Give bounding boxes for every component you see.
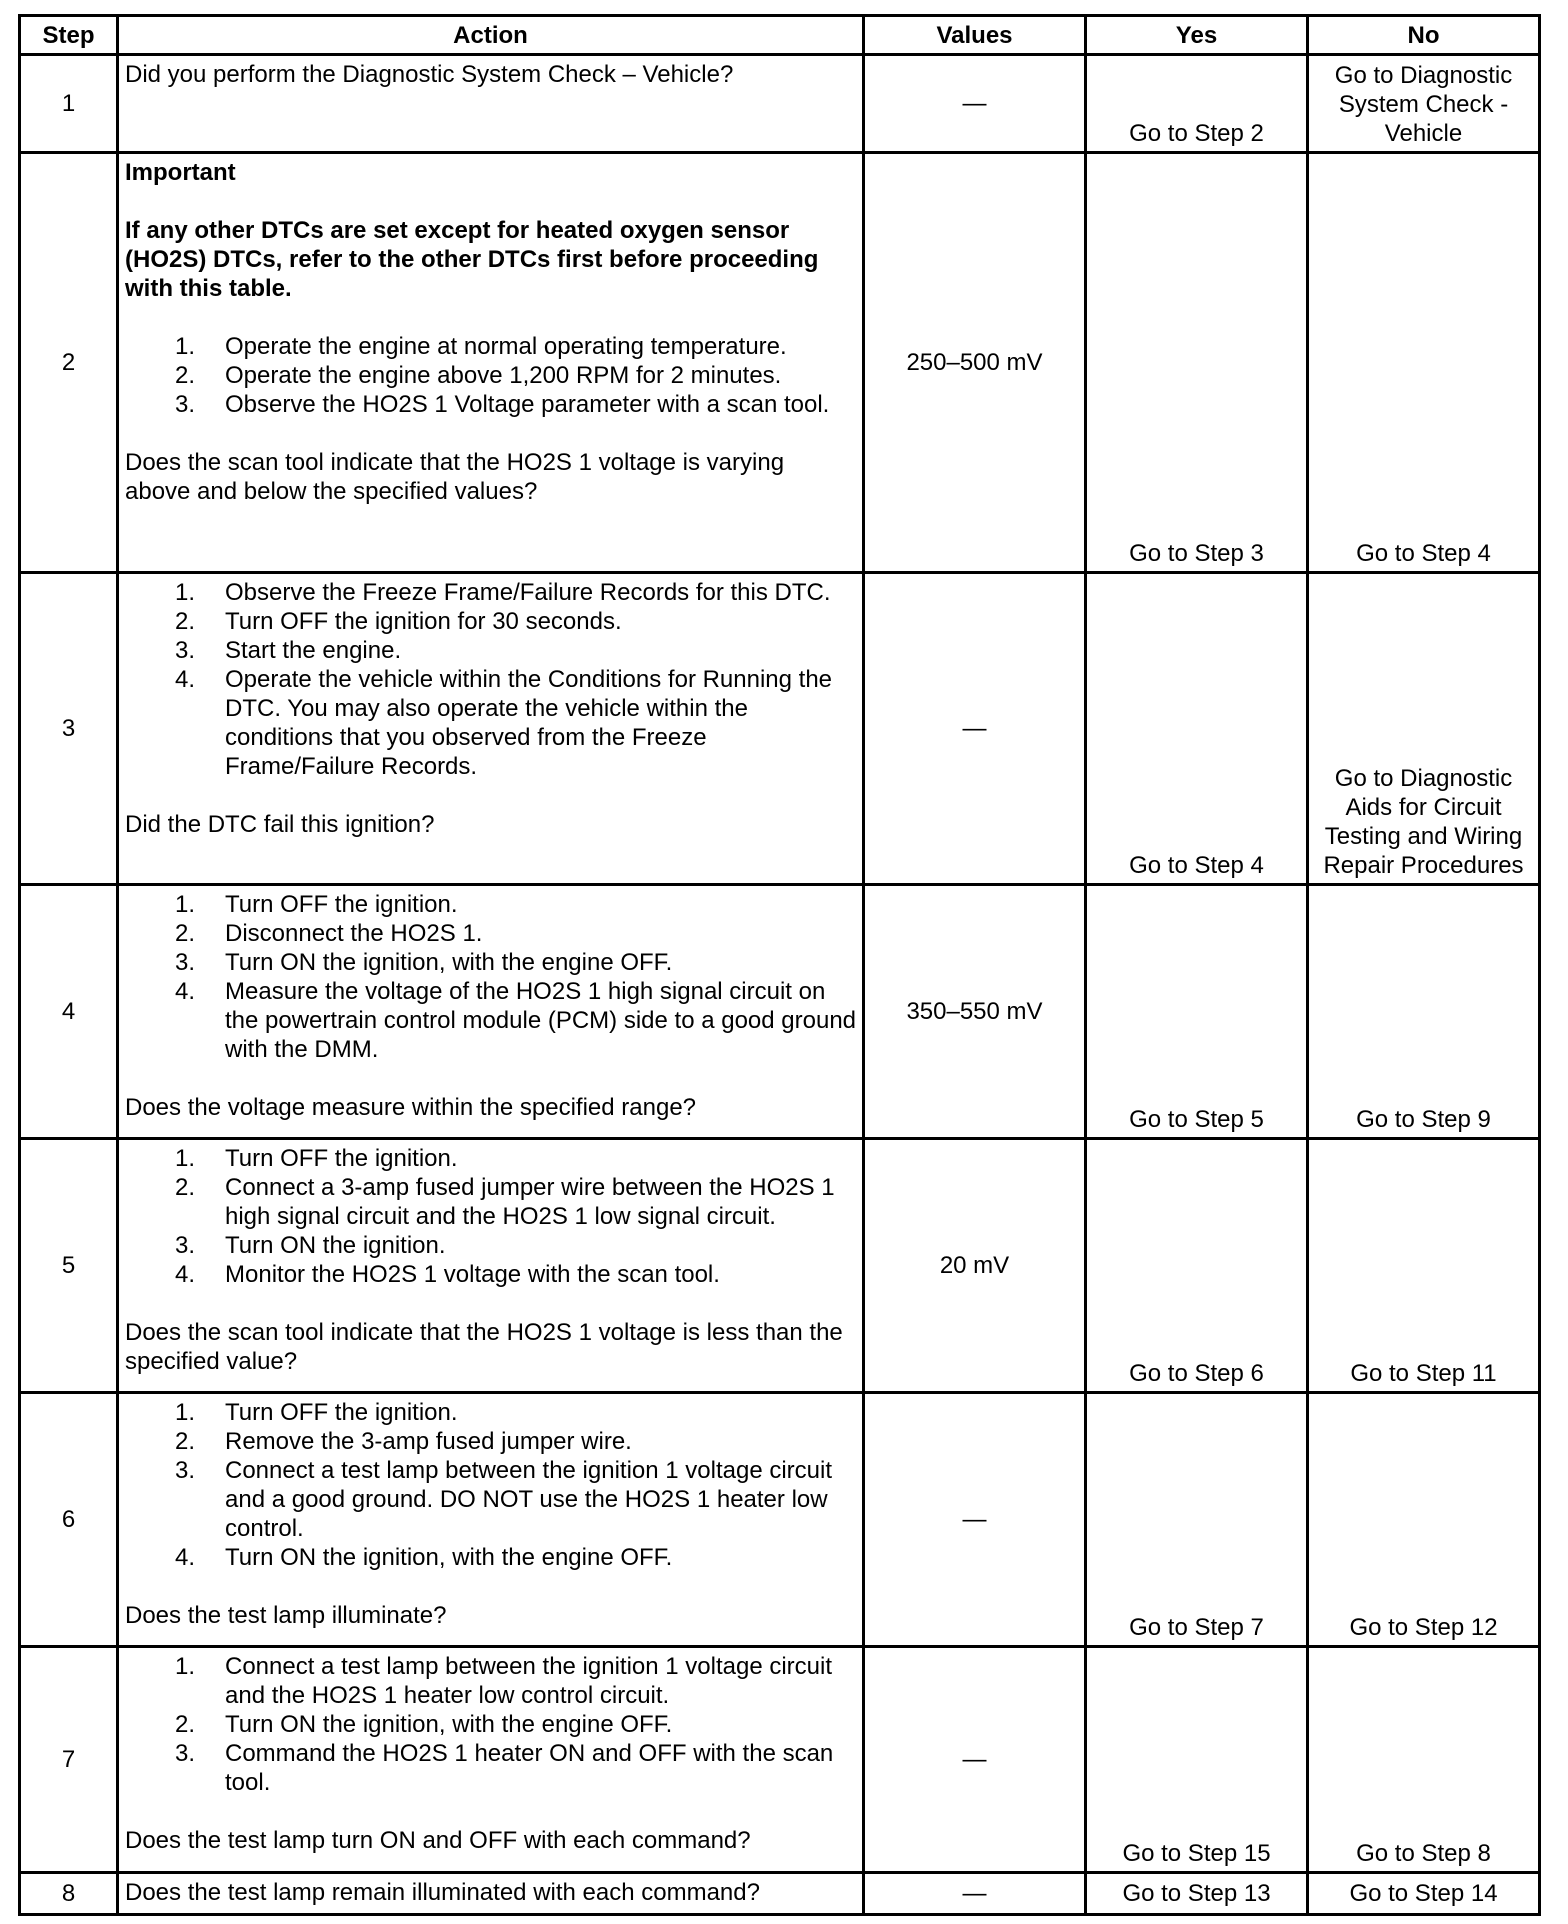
action-question: Does the scan tool indicate that the HO2S 1 voltage is varying above and below the specified values? xyxy=(125,449,785,505)
step-number: 7 xyxy=(20,1647,118,1873)
yes-cell: Go to Step 13 xyxy=(1086,1873,1308,1915)
action-step: 1. Observe the Freeze Frame/Failure Records for this DTC. xyxy=(175,579,831,606)
action-question: Did the DTC fail this ignition? xyxy=(125,811,435,838)
action-question: Does the test lamp turn ON and OFF with each command? xyxy=(125,1827,751,1854)
table-row xyxy=(20,153,1540,573)
no-cell: Go to Diagnostic System Check - Vehicle xyxy=(1308,55,1540,153)
action-question: Does the scan tool indicate that the HO2S 1 voltage is less than the specified value? xyxy=(125,1319,843,1375)
action-step: 1. Turn OFF the ignition. xyxy=(175,1145,458,1172)
step-number: 8 xyxy=(20,1873,118,1915)
values-cell: 350–550 mV xyxy=(864,885,1086,1139)
values-cell: 250–500 mV xyxy=(864,153,1086,573)
action-step: 2. Remove the 3-amp fused jumper wire. xyxy=(175,1428,632,1455)
table-row xyxy=(20,885,1540,1139)
action-question: Does the test lamp illuminate? xyxy=(125,1602,447,1629)
values-cell: 20 mV xyxy=(864,1139,1086,1393)
yes-cell: Go to Step 3 xyxy=(1086,153,1308,573)
yes-cell: Go to Step 6 xyxy=(1086,1139,1308,1393)
action-cell xyxy=(118,573,864,885)
yes-cell: Go to Step 7 xyxy=(1086,1393,1308,1647)
yes-cell: Go to Step 4 xyxy=(1086,573,1308,885)
values-cell: — xyxy=(864,1873,1086,1915)
values-cell: — xyxy=(864,1393,1086,1647)
action-step: 3. Connect a test lamp between the ignition 1 voltage circuit and a good ground. DO NOT use the HO2S 1 heater low control. xyxy=(175,1457,833,1542)
action-cell xyxy=(118,55,864,153)
action-steps xyxy=(125,890,856,1064)
action-step: 2. Connect a 3-amp fused jumper wire between the HO2S 1 high signal circuit and the HO2S 1 low signal circuit. xyxy=(175,1174,835,1230)
action-step: 1. Turn OFF the ignition. xyxy=(175,1399,458,1426)
table-row xyxy=(20,55,1540,153)
yes-cell: Go to Step 15 xyxy=(1086,1647,1308,1873)
step-number: 3 xyxy=(20,573,118,885)
no-cell: Go to Step 11 xyxy=(1308,1139,1540,1393)
action-steps xyxy=(125,332,856,419)
values-cell: — xyxy=(864,55,1086,153)
action-cell xyxy=(118,1647,864,1873)
action-step: 4. Turn ON the ignition, with the engine OFF. xyxy=(175,1544,673,1571)
header-no: No xyxy=(1308,16,1540,55)
table-row xyxy=(20,1139,1540,1393)
action-steps xyxy=(125,578,856,781)
action-step: 3. Command the HO2S 1 heater ON and OFF with the scan tool. xyxy=(175,1740,834,1796)
action-step: 1. Turn OFF the ignition. xyxy=(175,891,458,918)
step-number: 6 xyxy=(20,1393,118,1647)
action-steps xyxy=(125,1398,856,1572)
action-cell xyxy=(118,1873,864,1915)
action-steps xyxy=(125,1652,856,1797)
action-step: 3. Turn ON the ignition. xyxy=(175,1232,446,1259)
yes-cell: Go to Step 2 xyxy=(1086,55,1308,153)
step-number: 4 xyxy=(20,885,118,1139)
action-step: 3. Start the engine. xyxy=(175,637,402,664)
action-step: 1. Connect a test lamp between the ignition 1 voltage circuit and the HO2S 1 heater low control circuit. xyxy=(175,1653,833,1709)
header-yes: Yes xyxy=(1086,16,1308,55)
values-cell: — xyxy=(864,1647,1086,1873)
action-step: 2. Disconnect the HO2S 1. xyxy=(175,920,483,947)
important-note: If any other DTCs are set except for heated oxygen sensor (HO2S) DTCs, refer to the other DTCs first before proceeding with this table. xyxy=(125,217,819,302)
action-step: 3. Turn ON the ignition, with the engine OFF. xyxy=(175,949,673,976)
important-title: Important xyxy=(125,159,236,186)
action-step: 2. Operate the engine above 1,200 RPM for 2 minutes. xyxy=(175,362,782,389)
action-step: 4. Operate the vehicle within the Conditions for Running the DTC. You may also operate the vehicle within the conditions that you observed from the Freeze Frame/Failure Records. xyxy=(175,666,833,780)
action-question: Did you perform the Diagnostic System Check – Vehicle? xyxy=(125,61,734,88)
header-values: Values xyxy=(864,16,1086,55)
yes-cell: Go to Step 5 xyxy=(1086,885,1308,1139)
no-cell: Go to Step 12 xyxy=(1308,1393,1540,1647)
action-step: 2. Turn ON the ignition, with the engine OFF. xyxy=(175,1711,673,1738)
action-question: Does the voltage measure within the specified range? xyxy=(125,1094,697,1121)
action-step: 4. Measure the voltage of the HO2S 1 high signal circuit on the powertrain control module (PCM) side to a good ground with the DMM. xyxy=(175,978,857,1063)
action-step: 2. Turn OFF the ignition for 30 seconds. xyxy=(175,608,622,635)
no-cell: Go to Step 4 xyxy=(1308,153,1540,573)
action-question: Does the test lamp remain illuminated with each command? xyxy=(125,1878,760,1906)
diagnostic-table xyxy=(18,14,1541,1916)
step-number: 2 xyxy=(20,153,118,573)
action-step: 3. Observe the HO2S 1 Voltage parameter with a scan tool. xyxy=(175,391,830,418)
action-cell xyxy=(118,1139,864,1393)
action-cell xyxy=(118,885,864,1139)
no-cell: Go to Diagnostic Aids for Circuit Testing and Wiring Repair Procedures xyxy=(1308,573,1540,885)
action-step: 1. Operate the engine at normal operating temperature. xyxy=(175,333,787,360)
table-row xyxy=(20,1647,1540,1873)
table-row xyxy=(20,1873,1540,1915)
action-cell xyxy=(118,1393,864,1647)
action-steps xyxy=(125,1144,856,1289)
action-step: 4. Monitor the HO2S 1 voltage with the scan tool. xyxy=(175,1261,720,1288)
header-row xyxy=(20,16,1540,55)
header-step: Step xyxy=(20,16,118,55)
step-number: 1 xyxy=(20,55,118,153)
header-action: Action xyxy=(118,16,864,55)
table-row xyxy=(20,1393,1540,1647)
values-cell: — xyxy=(864,573,1086,885)
no-cell: Go to Step 14 xyxy=(1308,1873,1540,1915)
no-cell: Go to Step 9 xyxy=(1308,885,1540,1139)
table-row xyxy=(20,573,1540,885)
step-number: 5 xyxy=(20,1139,118,1393)
no-cell: Go to Step 8 xyxy=(1308,1647,1540,1873)
action-cell xyxy=(118,153,864,573)
